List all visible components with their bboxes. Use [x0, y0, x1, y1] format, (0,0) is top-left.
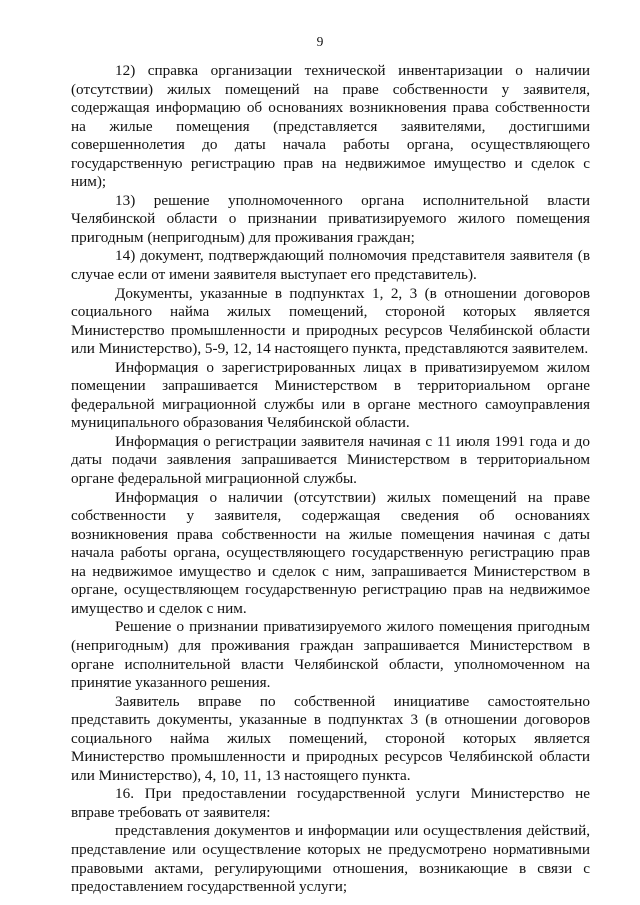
page-number: 9: [316, 34, 324, 49]
paragraph-item-13: 13) решение уполномоченного органа исполнительной власти Челябинской области о признании приватизируемого жилого помещения пригодным (непригодным) для проживания граждан;: [71, 191, 590, 246]
paragraph-registered-persons-info: Информация о зарегистрированных лицах в приватизируемом жилом помещении запрашивается Министерством в территориальном органе федеральной миграционной службы или в органе местного самоуправления муниципального образования Челябинской области.: [71, 358, 590, 432]
paragraph-suitability-decision: Решение о признании приватизируемого жилого помещения пригодным (непригодным) для проживания граждан запрашивается Министерством в органе исполнительной власти Челябинской области, уполномоченном на принятие указанного решения.: [71, 618, 590, 692]
document-body: [71, 62, 590, 897]
paragraph-documents-by-applicant: Документы, указанные в подпунктах 1, 2, 3 (в отношении договоров социального найма жилых помещений, стороной которых является Министерство промышленности и природных ресурсов Челябинской области или Министерство), 5-9, 12, 14 настоящего пункта, представляются заявителем.: [71, 284, 590, 358]
paragraph-item-12: 12) справка организации технической инвентаризации о наличии (отсутствии) жилых помещений на праве собственности у заявителя, содержащая информацию об основаниях возникновения права собственности на жилые помещения (представляется заявителями, достигшими совершеннолетия до даты начала работы органа, осуществляющего государственную регистрацию прав на недвижимое имущество и сделок с ним);: [71, 62, 590, 191]
paragraph-ownership-info: Информация о наличии (отсутствии) жилых помещений на праве собственности у заявителя, содержащая сведения об основаниях возникновения права собственности на жилые помещения начиная с даты начала работы органа, осуществляющего государственную регистрацию прав на недвижимое имущество и сделок с ним, запрашивается Министерством в органе, осуществляющем государственную регистрацию прав на недвижимое имущество и сделок с ним.: [71, 488, 590, 617]
paragraph-registration-info: Информация о регистрации заявителя начиная с 11 июля 1991 года и до даты подачи заявления запрашивается Министерством в территориальном органе федеральной миграционной службы.: [71, 432, 590, 488]
paragraph-section-16: 16. При предоставлении государственной услуги Министерство не вправе требовать от заявителя:: [71, 785, 590, 821]
paragraph-section-16-item-1: представления документов и информации или осуществления действий, представление или осуществление которых не предусмотрено нормативными правовыми актами, регулирующими отношения, возникающие в связи с предоставлением государственной услуги;: [71, 822, 590, 896]
paragraph-item-14: 14) документ, подтверждающий полномочия представителя заявителя (в случае если от имени заявителя выступает его представитель).: [71, 247, 590, 284]
paragraph-applicant-initiative: Заявитель вправе по собственной инициативе самостоятельно представить документы, указанные в подпунктах 3 (в отношении договоров социального найма жилых помещений, стороной которых является Министерство промышленности и природных ресурсов Челябинской области или Министерство), 4, 10, 11, 13 настоящего пункта.: [71, 692, 590, 784]
